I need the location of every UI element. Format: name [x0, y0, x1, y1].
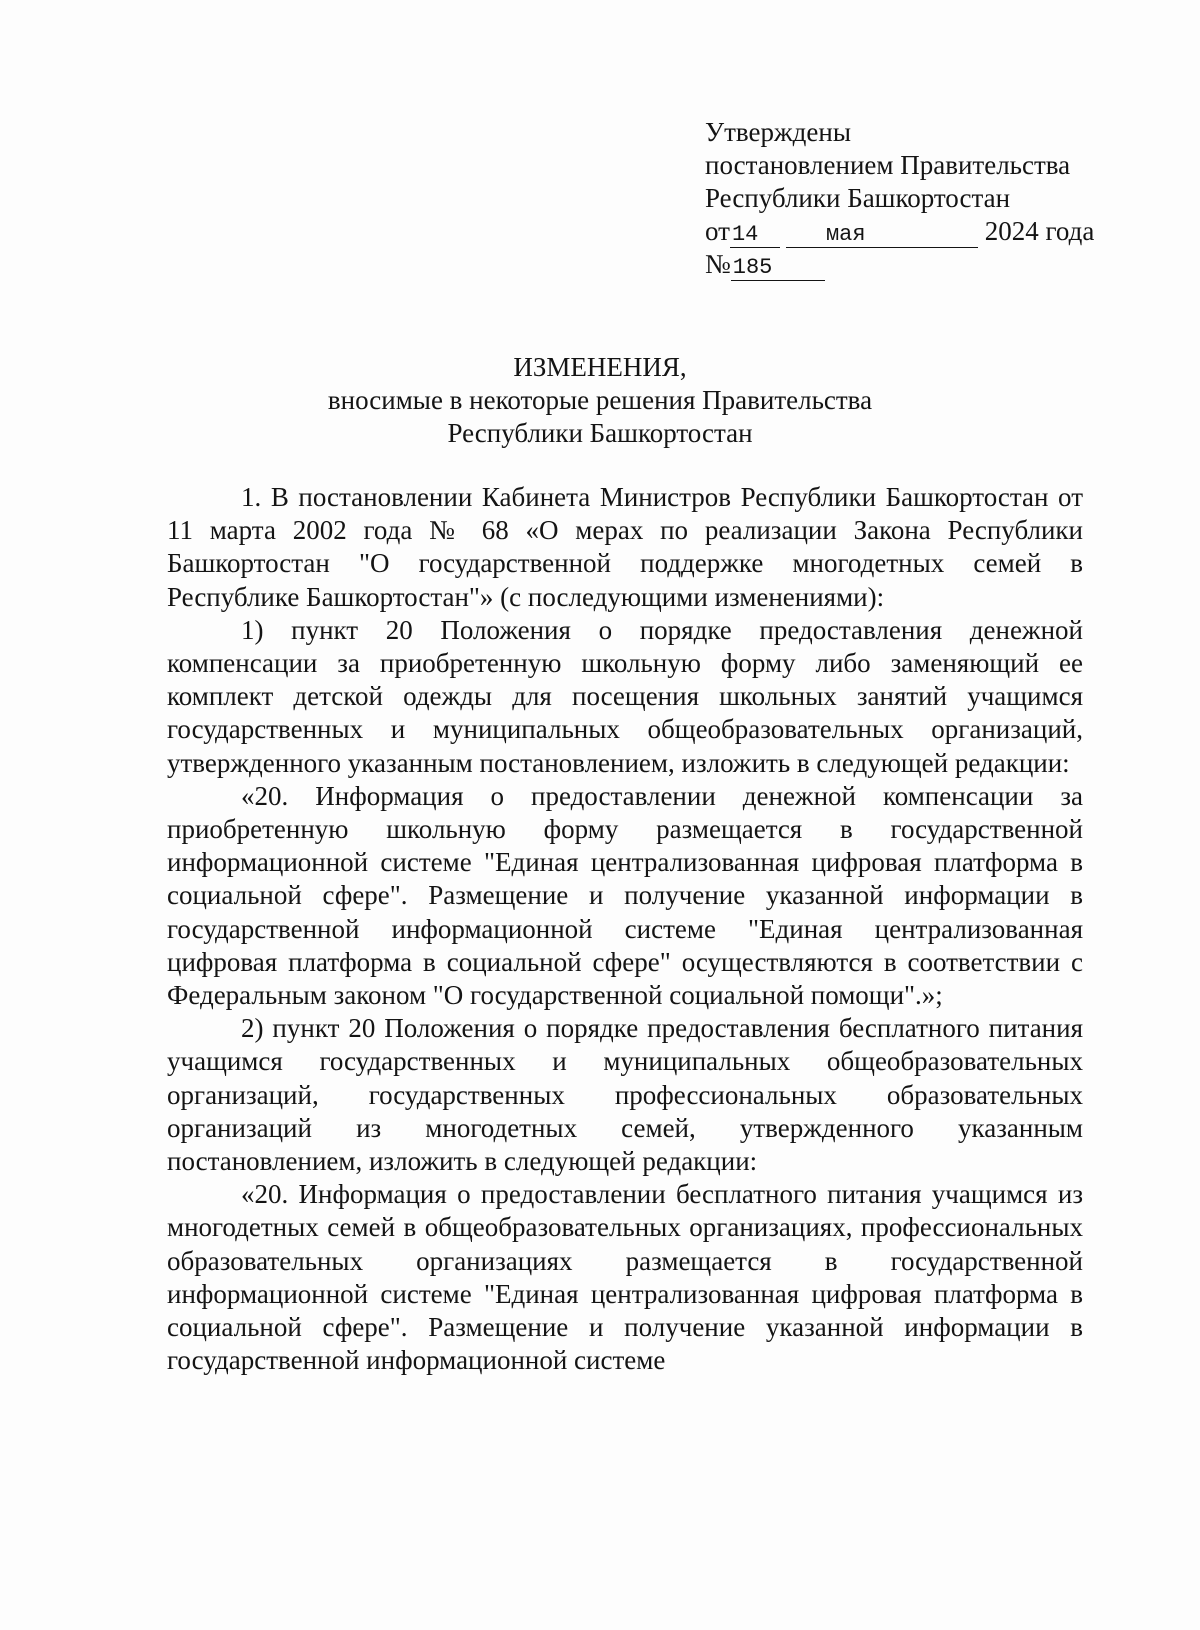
date-month-field: мая: [786, 223, 978, 248]
paragraph-subitem-1: 1) пункт 20 Положения о порядке предоставления денежной компенсации за приобретенную школьную форму либо заменяющий ее комплект детской одежды для посещения школьных занятий учащимся государственных и муниципальных общеобразовательных организаций, утвержденного указанным постановлением, изложить в следующей редакции:: [167, 614, 1083, 778]
approval-line-3: Республики Башкортостан: [705, 183, 1011, 213]
document-title: ИЗМЕНЕНИЯ,: [513, 352, 687, 382]
document-body: [167, 481, 1083, 1377]
date-day-field: 14: [730, 223, 780, 248]
number-prefix: №: [705, 249, 731, 279]
date-prefix: от: [705, 216, 730, 246]
document-subtitle-line-2: Республики Башкортостан: [447, 418, 753, 448]
date-year: 2024 года: [984, 216, 1095, 246]
document-subtitle-line-1: вносимые в некоторые решения Правительства: [327, 385, 873, 415]
approval-date-line: [705, 215, 1094, 248]
document-number-field: 185: [731, 256, 825, 281]
paragraph-subitem-2: 2) пункт 20 Положения о порядке предоставления бесплатного питания учащимся государственных и муниципальных общеобразовательных организаций, государственных профессиональных образовательных организаций из многодетных семей, утвержденного указанным постановлением, изложить в следующей редакции:: [167, 1013, 1083, 1177]
approval-number-line: [705, 248, 1094, 281]
approval-line-2: постановлением Правительства: [705, 150, 1071, 180]
paragraph-quote-2: «20. Информация о предоставлении бесплатного питания учащимся из многодетных семей в общеобразовательных организациях, профессиональных образовательных организациях размещается в государственной информационной системе "Единая централизованная цифровая платформа в социальной сфере". Размещение и получение указанной информации в государственной информационной системе: [167, 1179, 1083, 1376]
approval-line-1: Утверждены: [705, 117, 851, 147]
approval-stamp: [705, 116, 1094, 281]
paragraph-item-1: 1. В постановлении Кабинета Министров Республики Башкортостан от 11 марта 2002 года № 68 «О мерах по реализации Закона Республики Башкортостан "О государственной поддержке многодетных семей в Республике Башкортостан"» (с последующими изменениями):: [167, 482, 1083, 612]
paragraph-quote-1: «20. Информация о предоставлении денежной компенсации за приобретенную школьную форму размещается в государственной информационной системе "Единая централизованная цифровая платформа в социальной сфере". Размещение и получение указанной информации в государственной информационной системе "Единая централизованная цифровая платформа в социальной сфере" осуществляются в соответствии с Федеральным законом "О государственной социальной помощи".»;: [167, 780, 1083, 1011]
